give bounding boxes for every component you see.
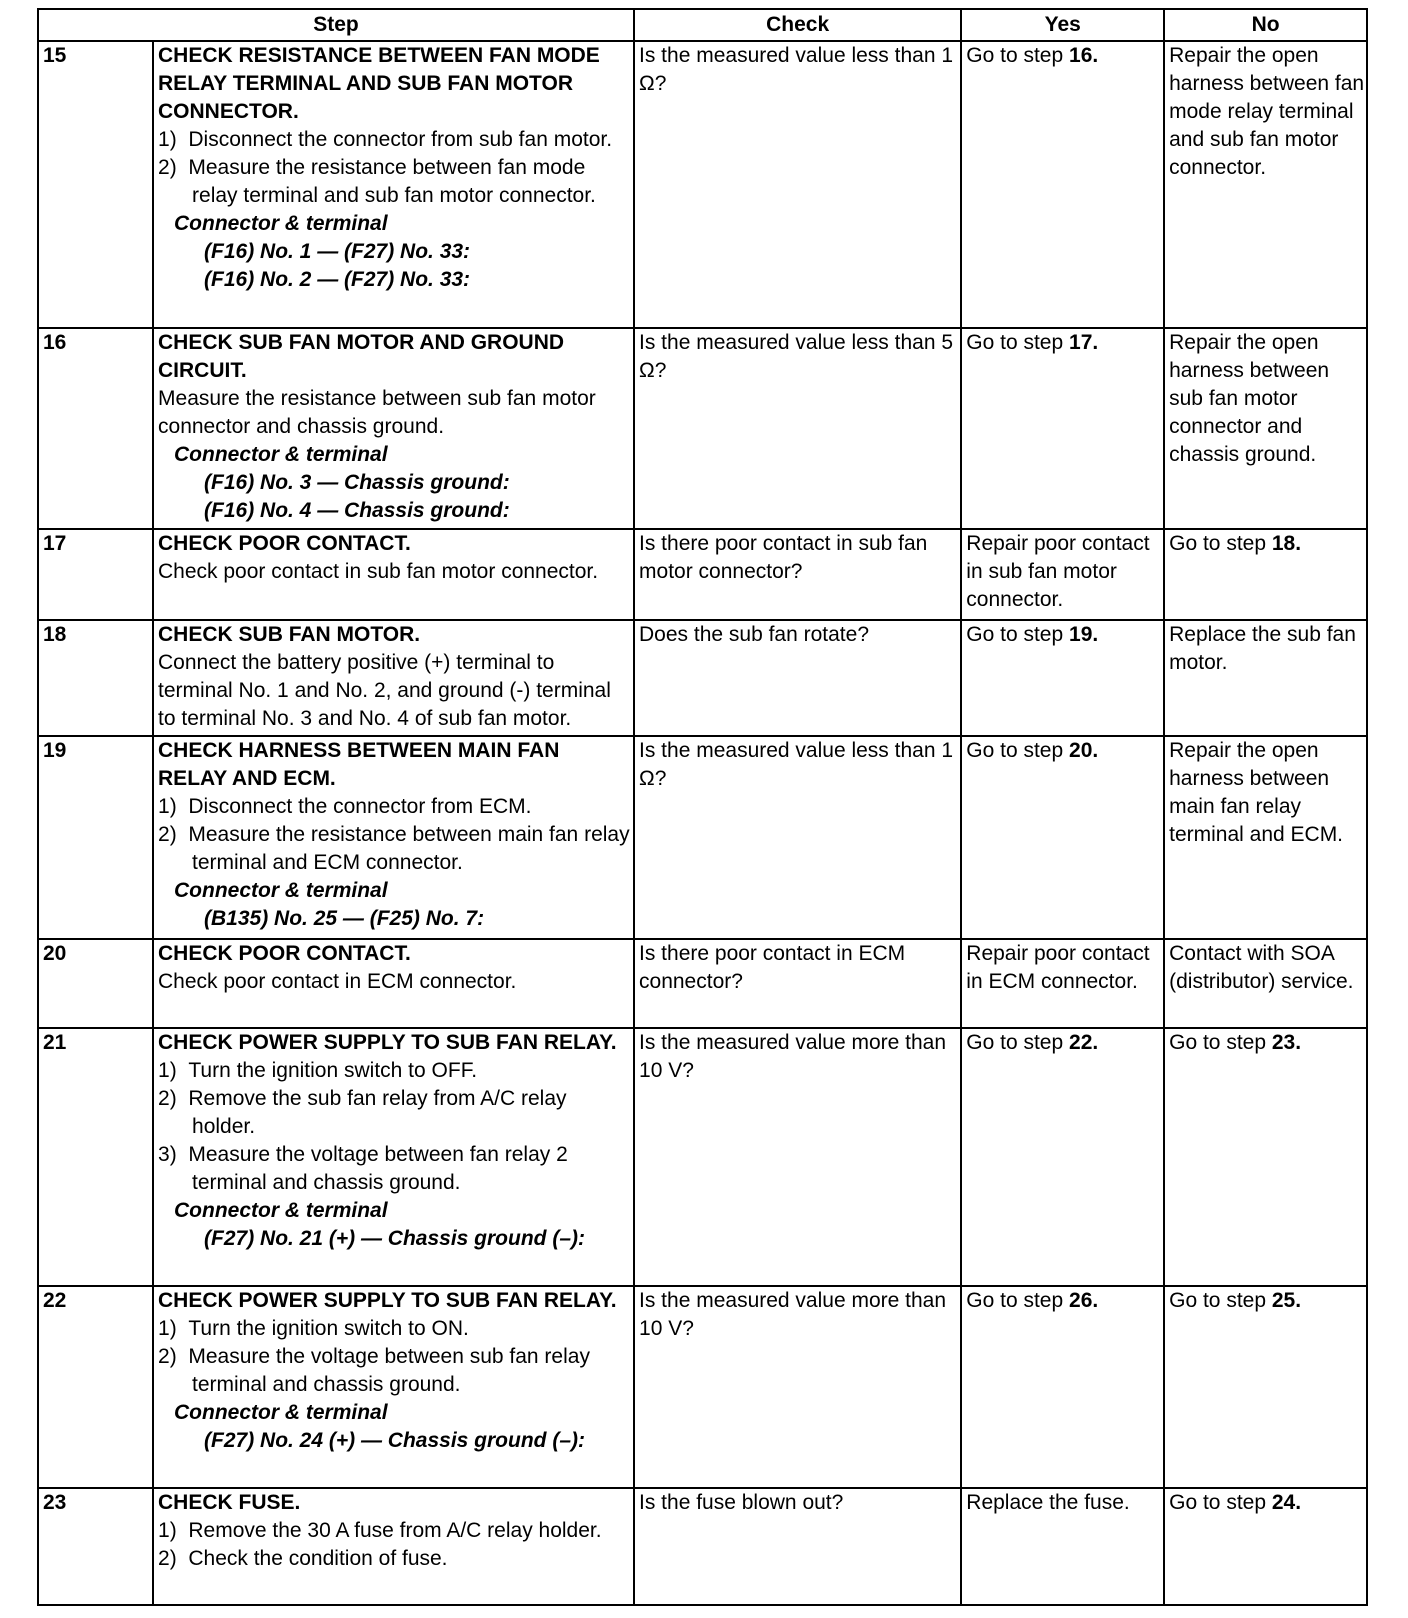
no-next-step: 24.: [1271, 1491, 1302, 1514]
step-description: [153, 328, 634, 529]
check-question: Is the fuse blown out?: [634, 1488, 961, 1605]
connector-label: Connector & terminal: [174, 443, 388, 466]
header-yes: Yes: [961, 9, 1164, 41]
table-row: [38, 41, 1367, 328]
header-row: [38, 9, 1367, 41]
connector-terminal: (F16) No. 2 — (F27) No. 33:: [204, 268, 471, 291]
procedure-item: 2) Measure the resistance between fan mode relay terminal and sub fan motor connector.: [158, 156, 596, 207]
connector-terminal: (F27) No. 24 (+) — Chassis ground (–):: [204, 1429, 585, 1452]
yes-action-text: Go to step: [966, 623, 1070, 646]
check-question: Is the measured value less than 1 Ω?: [634, 41, 961, 328]
yes-action: [961, 1286, 1164, 1488]
yes-action-text: Go to step: [966, 331, 1070, 354]
procedure-item: 2) Measure the voltage between sub fan relay terminal and chassis ground.: [158, 1345, 590, 1396]
table-row: [38, 1488, 1367, 1605]
no-action: [1164, 736, 1367, 939]
step-description: [153, 529, 634, 620]
connector-label: Connector & terminal: [174, 212, 388, 235]
no-action: [1164, 620, 1367, 736]
header-step: Step: [38, 9, 634, 41]
procedure-item: 1) Disconnect the connector from ECM.: [158, 795, 532, 818]
step-description: [153, 1028, 634, 1286]
check-question: Does the sub fan rotate?: [634, 620, 961, 736]
no-action-text: Replace the sub fan motor.: [1169, 623, 1356, 674]
no-action: [1164, 1286, 1367, 1488]
diagnostic-table: [37, 8, 1368, 1606]
step-number: 22: [38, 1286, 153, 1488]
header-no: No: [1164, 9, 1367, 41]
no-action: [1164, 328, 1367, 529]
step-number: 21: [38, 1028, 153, 1286]
yes-action: [961, 1488, 1164, 1605]
yes-action: [961, 328, 1164, 529]
step-text: Connect the battery positive (+) terminal to terminal No. 1 and No. 2, and ground (-) terminal to terminal No. 3 and No. 4 of sub fan motor.: [158, 651, 611, 730]
step-number: 18: [38, 620, 153, 736]
procedure-item: 2) Remove the sub fan relay from A/C relay holder.: [158, 1087, 567, 1138]
connector-terminal: (F27) No. 21 (+) — Chassis ground (–):: [204, 1227, 585, 1250]
yes-next-step: 19.: [1069, 623, 1099, 646]
no-next-step: 23.: [1271, 1031, 1302, 1054]
yes-action: [961, 41, 1164, 328]
step-number: 17: [38, 529, 153, 620]
yes-action-text: Go to step: [966, 739, 1070, 762]
header-check: Check: [634, 9, 961, 41]
step-text: Measure the resistance between sub fan motor connector and chassis ground.: [158, 387, 596, 438]
yes-action: [961, 529, 1164, 620]
procedure-item: 1) Remove the 30 A fuse from A/C relay holder.: [158, 1519, 602, 1542]
no-action-text: Go to step: [1169, 1289, 1272, 1312]
step-number: 16: [38, 328, 153, 529]
step-procedure-list: [158, 1057, 633, 1197]
yes-action-text: Repair poor contact in sub fan motor connector.: [966, 532, 1150, 611]
yes-action-text: Repair poor contact in ECM connector.: [966, 942, 1150, 993]
step-description: [153, 1286, 634, 1488]
table-row: [38, 620, 1367, 736]
table-row: [38, 939, 1367, 1028]
procedure-item: 2) Check the condition of fuse.: [158, 1547, 448, 1570]
yes-action: [961, 736, 1164, 939]
connector-terminal: (F16) No. 3 — Chassis ground:: [204, 471, 510, 494]
procedure-item: 3) Measure the voltage between fan relay 2 terminal and chassis ground.: [158, 1143, 568, 1194]
step-description: [153, 41, 634, 328]
yes-action-text: Go to step: [966, 1289, 1070, 1312]
no-action-text: Go to step: [1169, 1491, 1272, 1514]
step-title: CHECK POWER SUPPLY TO SUB FAN RELAY.: [158, 1289, 617, 1312]
no-action-text: Go to step: [1169, 1031, 1272, 1054]
step-title: CHECK RESISTANCE BETWEEN FAN MODE RELAY TERMINAL AND SUB FAN MOTOR CONNECTOR.: [158, 44, 600, 123]
no-action: [1164, 1488, 1367, 1605]
yes-action: [961, 620, 1164, 736]
table-row: [38, 736, 1367, 939]
step-number: 23: [38, 1488, 153, 1605]
step-description: [153, 1488, 634, 1605]
check-question: Is there poor contact in sub fan motor connector?: [634, 529, 961, 620]
step-description: [153, 736, 634, 939]
table-row: [38, 1286, 1367, 1488]
yes-action-text: Replace the fuse.: [966, 1491, 1130, 1514]
no-next-step: 18.: [1271, 532, 1302, 555]
step-text: Check poor contact in ECM connector.: [158, 970, 517, 993]
yes-action: [961, 939, 1164, 1028]
step-title: CHECK POOR CONTACT.: [158, 532, 411, 555]
procedure-item: 1) Turn the ignition switch to ON.: [158, 1317, 469, 1340]
step-number: 20: [38, 939, 153, 1028]
procedure-item: 2) Measure the resistance between main fan relay terminal and ECM connector.: [158, 823, 630, 874]
connector-label: Connector & terminal: [174, 879, 388, 902]
connector-terminal: (F16) No. 1 — (F27) No. 33:: [204, 240, 471, 263]
table-row: [38, 328, 1367, 529]
step-procedure-list: [158, 793, 633, 877]
no-action: [1164, 1028, 1367, 1286]
step-description: [153, 620, 634, 736]
yes-next-step: 26.: [1069, 1289, 1099, 1312]
step-description: [153, 939, 634, 1028]
step-procedure-list: [158, 126, 633, 210]
connector-label: Connector & terminal: [174, 1199, 388, 1222]
yes-action-text: Go to step: [966, 44, 1070, 67]
check-question: Is the measured value less than 1 Ω?: [634, 736, 961, 939]
connector-terminal: (F16) No. 4 — Chassis ground:: [204, 499, 510, 522]
step-number: 15: [38, 41, 153, 328]
yes-action-text: Go to step: [966, 1031, 1070, 1054]
no-action-text: Repair the open harness between fan mode relay terminal and sub fan motor connector.: [1169, 44, 1365, 179]
step-procedure-list: [158, 1315, 633, 1399]
no-next-step: 25.: [1271, 1289, 1302, 1312]
no-action-text: Go to step: [1169, 532, 1272, 555]
yes-next-step: 17.: [1069, 331, 1099, 354]
step-title: CHECK FUSE.: [158, 1491, 301, 1514]
no-action-text: Repair the open harness between main fan relay terminal and ECM.: [1169, 739, 1344, 846]
check-question: Is the measured value more than 10 V?: [634, 1028, 961, 1286]
step-title: CHECK POWER SUPPLY TO SUB FAN RELAY.: [158, 1031, 617, 1054]
step-title: CHECK HARNESS BETWEEN MAIN FAN RELAY AND ECM.: [158, 739, 560, 790]
check-question: Is the measured value more than 10 V?: [634, 1286, 961, 1488]
step-title: CHECK POOR CONTACT.: [158, 942, 411, 965]
yes-next-step: 22.: [1069, 1031, 1099, 1054]
table-row: [38, 1028, 1367, 1286]
connector-terminal: (B135) No. 25 — (F25) No. 7:: [204, 907, 485, 930]
no-action: [1164, 529, 1367, 620]
no-action-text: Repair the open harness between sub fan motor connector and chassis ground.: [1169, 331, 1330, 466]
step-procedure-list: [158, 1517, 633, 1573]
yes-next-step: 16.: [1069, 44, 1099, 67]
no-action: [1164, 939, 1367, 1028]
procedure-item: 1) Disconnect the connector from sub fan motor.: [158, 128, 613, 151]
procedure-item: 1) Turn the ignition switch to OFF.: [158, 1059, 478, 1082]
step-title: CHECK SUB FAN MOTOR.: [158, 623, 421, 646]
yes-action: [961, 1028, 1164, 1286]
no-action-text: Contact with SOA (distributor) service.: [1169, 942, 1354, 993]
check-question: Is the measured value less than 5 Ω?: [634, 328, 961, 529]
connector-label: Connector & terminal: [174, 1401, 388, 1424]
step-number: 19: [38, 736, 153, 939]
step-text: Check poor contact in sub fan motor connector.: [158, 560, 599, 583]
check-question: Is there poor contact in ECM connector?: [634, 939, 961, 1028]
step-title: CHECK SUB FAN MOTOR AND GROUND CIRCUIT.: [158, 331, 565, 382]
yes-next-step: 20.: [1069, 739, 1099, 762]
table-row: [38, 529, 1367, 620]
no-action: [1164, 41, 1367, 328]
